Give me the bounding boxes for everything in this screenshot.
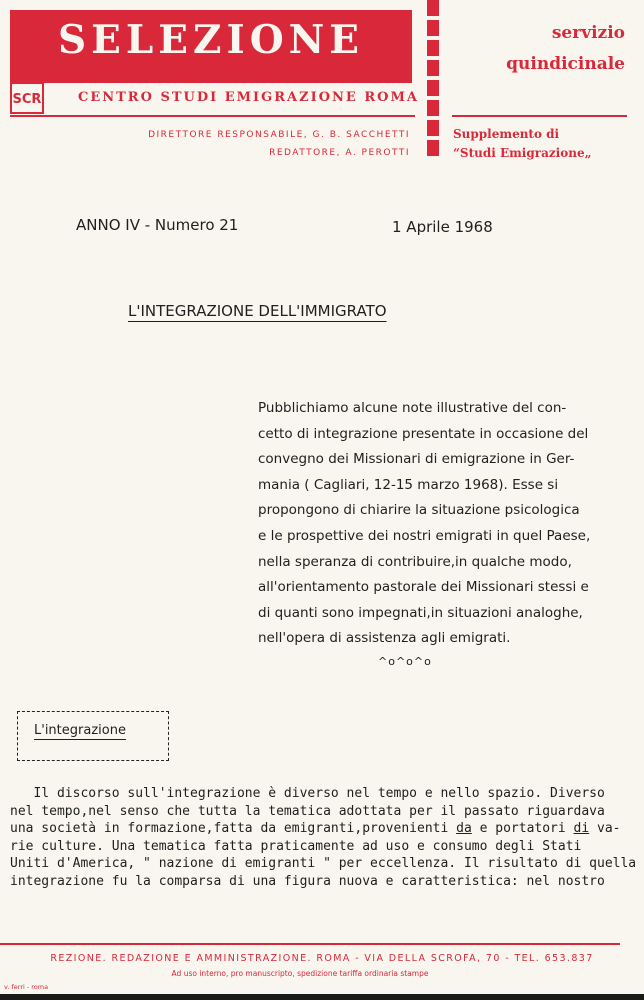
issue-date: 1 Aprile 1968: [392, 218, 493, 236]
footer-address: REZIONE. REDAZIONE E AMMINISTRAZIONE. ROMA - VIA DELLA SCROFA, 70 - TEL. 653.837: [50, 953, 594, 964]
intro-line: convegno dei Missionari di emigrazione in Ger-: [258, 451, 575, 468]
footer-rule: [0, 943, 620, 945]
logo: SCR: [10, 82, 44, 114]
service-line-1: servizio: [551, 23, 625, 43]
supplement-line-1: Supplemento di: [453, 127, 560, 141]
separator-ornament: ^o^o^o: [378, 655, 432, 668]
intro-line: Pubblichiamo alcune note illustrative del con-: [258, 400, 567, 416]
body-fragment: va-: [589, 821, 621, 836]
underlined-word: di: [573, 821, 590, 836]
service-line-2: quindicinale: [506, 54, 625, 74]
intro-line: mania ( Cagliari, 12-15 marzo 1968). Esse si: [258, 476, 559, 493]
right-rule: [452, 115, 627, 117]
intro-line: di quanti sono impegnati,in situazioni analoghe,: [258, 604, 583, 621]
body-line: nel tempo,nel senso che tutta la tematica adottata per il passato riguardava: [10, 803, 605, 819]
body-text: [10, 785, 637, 890]
credits-director: DIRETTORE RESPONSABILE, G. B. SACCHETTI: [148, 130, 410, 140]
intro-line: propongono di chiarire la situazione psicologica: [258, 502, 580, 519]
body-line: integrazione fu la comparsa di una figura nuova e caratteristica: nel nostro: [10, 873, 605, 889]
intro-line: e le prospettive dei nostri emigrati in quel Paese,: [258, 527, 591, 544]
intro-line: all'orientamento pastorale dei Missionari stessi e: [258, 579, 589, 596]
body-line: Il discorso sull'integrazione è diverso nel tempo e nello spazio. Diverso: [10, 786, 605, 801]
body-fragment: una società in formazione,fatta da emigranti,provenienti: [10, 821, 457, 836]
body-line: Uniti d'America, " nazione di emigranti " per eccellenza. Il risultato di quella: [10, 856, 637, 871]
supplement-line-2: “Studi Emigrazione„: [453, 146, 592, 160]
supplement-note: [453, 125, 592, 163]
section-heading: L'integrazione: [34, 723, 126, 738]
body-fragment: e portatori: [471, 821, 574, 836]
service-label: [455, 18, 625, 80]
body-line: rie culture. Una tematica fatta praticamente ad uso e consumo degli Stati: [10, 838, 582, 854]
masthead-subtitle: CENTRO STUDI EMIGRAZIONE ROMA: [78, 90, 419, 105]
vertical-divider: [427, 0, 439, 160]
body-line: [10, 820, 628, 838]
underlined-word: da: [456, 821, 472, 836]
intro-line: nella speranza di contribuire,in qualche modo,: [258, 553, 572, 570]
credits-editor: REDATTORE, A. PEROTTI: [269, 148, 410, 158]
intro-line: cetto di integrazione presentate in occasione del: [258, 425, 589, 442]
intro-line: nell'opera di assistenza agli emigrati.: [258, 630, 511, 647]
footer-note: Ad uso interno, pro manuscripto, spedizione tariffa ordinaria stampe: [171, 969, 429, 978]
credits: [80, 126, 410, 162]
masthead-rule: [10, 115, 415, 117]
issue-number: ANNO IV - Numero 21: [76, 216, 239, 234]
intro-paragraph: [258, 396, 603, 652]
masthead-title: SELEZIONE: [57, 17, 365, 63]
scan-edge: [0, 994, 644, 1000]
printer-credit: v. ferri - roma: [4, 983, 49, 991]
article-title: L'INTEGRAZIONE DELL'IMMIGRATO: [128, 302, 387, 320]
